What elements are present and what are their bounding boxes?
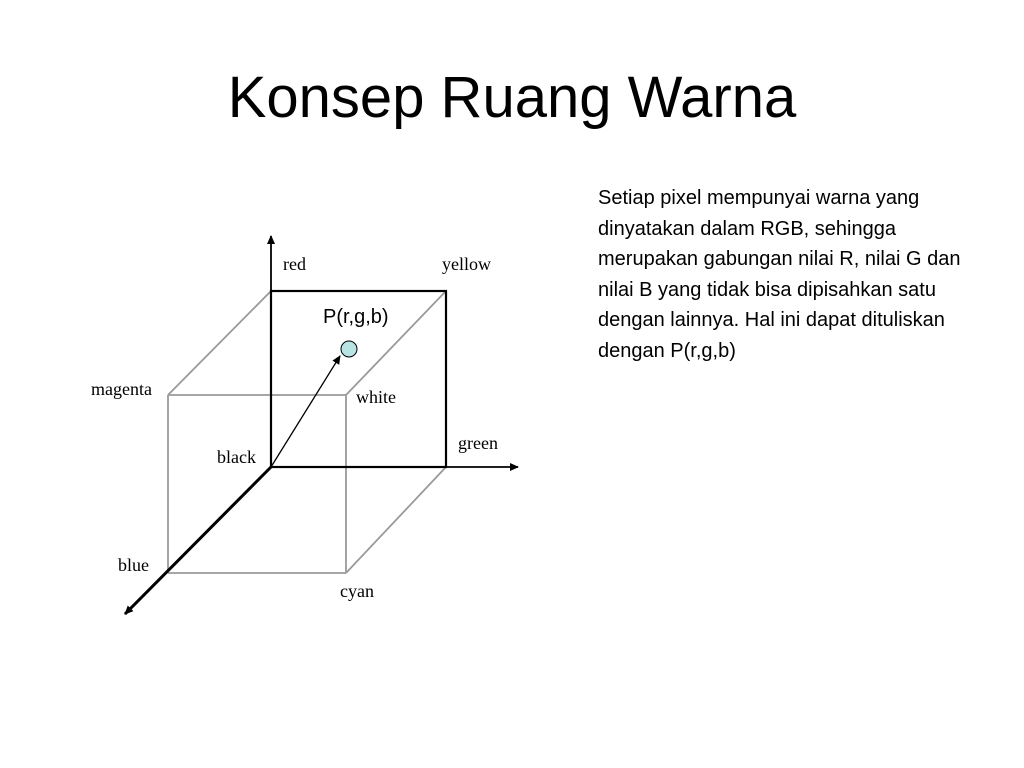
label-point: P(r,g,b) xyxy=(323,306,389,328)
edge-green-cyan xyxy=(346,467,446,573)
edge-red-magenta xyxy=(168,291,271,395)
slide-title: Konsep Ruang Warna xyxy=(227,65,797,130)
label-white: white xyxy=(356,387,396,407)
label-black: black xyxy=(217,447,256,467)
label-yellow: yellow xyxy=(442,254,491,274)
label-blue: blue xyxy=(118,555,149,575)
label-red: red xyxy=(283,254,306,274)
axes xyxy=(125,236,518,614)
label-cyan: cyan xyxy=(340,581,374,601)
point-marker xyxy=(341,341,357,357)
label-green: green xyxy=(458,433,498,453)
description-text: Setiap pixel mempunyai warna yang dinyatakan dalam RGB, sehingga merupakan gabungan nilai R, nilai G dan nilai B yang tidak bisa dipisahkan satu dengan lainnya. Hal ini dapat dituliskan dengan P(r,g,b) xyxy=(598,187,961,362)
point-vector-arrow xyxy=(271,356,340,467)
label-magenta: magenta xyxy=(91,379,152,399)
blue-axis xyxy=(125,467,271,614)
